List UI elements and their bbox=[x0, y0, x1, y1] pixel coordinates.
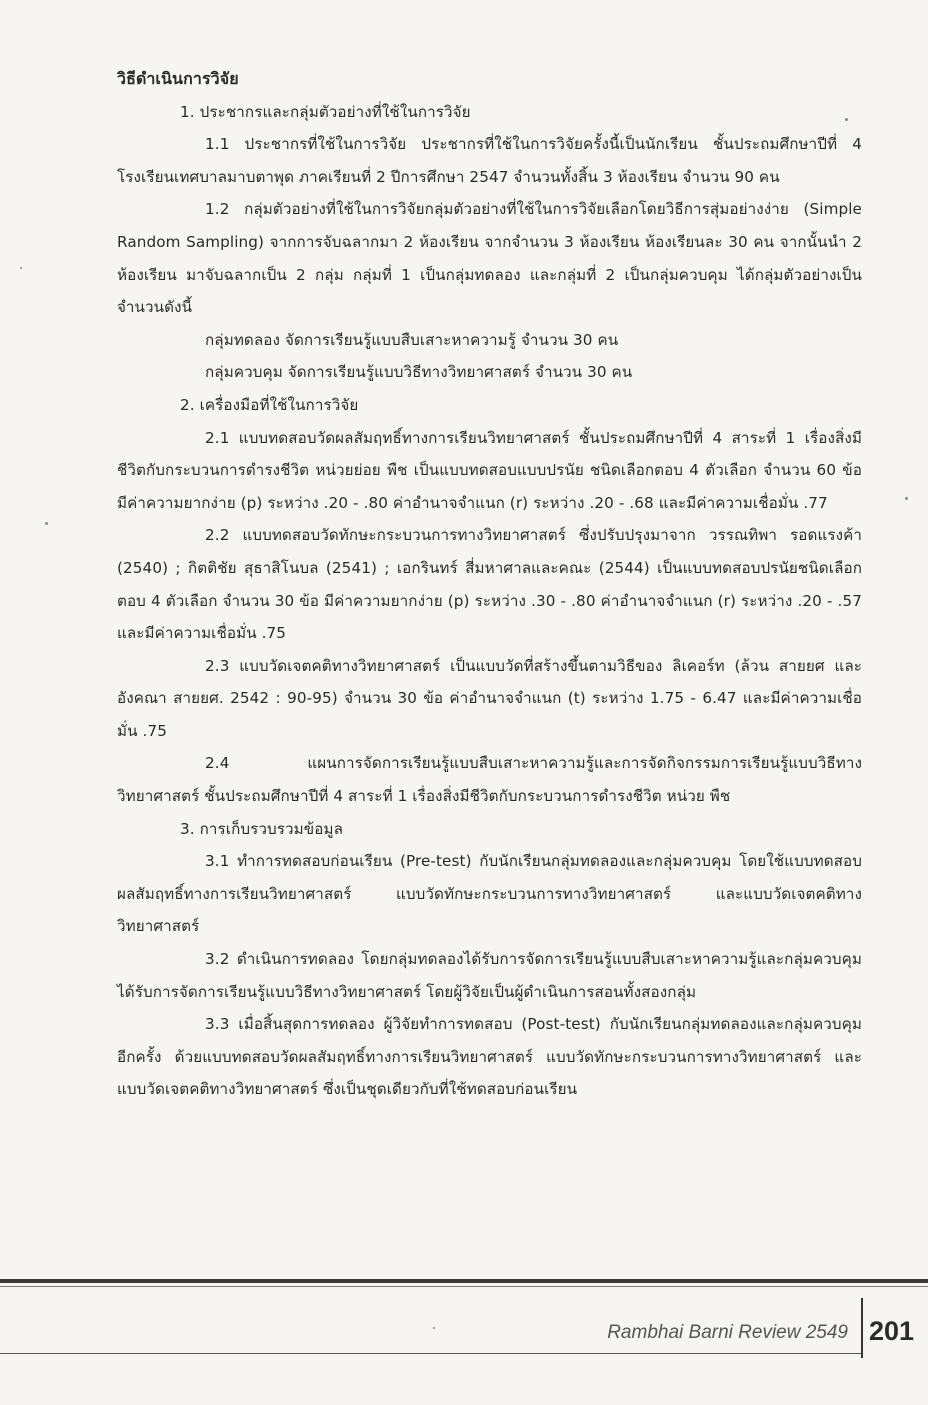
paragraph: 3.1 ทำการทดสอบก่อนเรียน (Pre-test) กับนักเรียนกลุ่มทดลองและกลุ่มควบคุม โดยใช้แบบทดสอบผลสัมฤทธิ์ทางการเรียนวิทยาศาสตร์ แบบวัดทักษะกระบวนการทางวิทยาศาสตร์ และแบบวัดเจตคติทางวิทยาศาสตร์ bbox=[117, 852, 862, 936]
paragraph: 2.2 แบบทดสอบวัดทักษะกระบวนการทางวิทยาศาสตร์ ซึ่งปรับปรุงมาจาก วรรณทิพา รอดแรงค้า (2540) ; กิตติชัย สุธาสิโนบล (2541) ; เอกรินทร์ สี่มหาศาลและคณะ (2544) เป็นแบบทดสอบปรนัยชนิดเลือกตอบ 4 ตัวเลือก จำนวน 30 ข้อ มีค่าความยากง่าย (p) ระหว่าง .30 - .80 ค่าอำนาจจำแนก (r) ระหว่าง .20 - .57 และมีค่าความเชื่อมั่น .75 bbox=[117, 526, 862, 643]
paragraph: 1.1 ประชากรที่ใช้ในการวิจัย ประชากรที่ใช้ในการวิจัยครั้งนี้เป็นนักเรียน ชั้นประถมศึกษาปีที่ 4 โรงเรียนเทศบาลมาบตาพุด ภาคเรียนที่ 2 ปีการศึกษา 2547 จำนวนทั้งสิ้น 3 ห้องเรียน จำนวน 90 คน bbox=[117, 135, 862, 186]
group-line: กลุ่มควบคุม จัดการเรียนรู้แบบวิธีทางวิทยาศาสตร์ จำนวน 30 คน bbox=[205, 363, 633, 382]
scan-speck bbox=[905, 497, 908, 500]
footer-divider bbox=[861, 1298, 863, 1358]
paragraph: 2.3 แบบวัดเจตคติทางวิทยาศาสตร์ เป็นแบบวัดที่สร้างขึ้นตามวิธีของ ลิเคอร์ท (ล้วน สายยศ และอังคณา สายยศ. 2542 : 90-95) จำนวน 30 ข้อ ค่าอำนาจจำแนก (t) ระหว่าง 1.75 - 6.47 และมีค่าความเชื่อมั่น .75 bbox=[117, 656, 862, 740]
scan-speck bbox=[433, 1327, 435, 1329]
subheading: 2. เครื่องมือที่ใช้ในการวิจัย bbox=[180, 395, 359, 414]
section-title: วิธีดำเนินการวิจัย bbox=[117, 69, 239, 88]
subheading: 3. การเก็บรวบรวมข้อมูล bbox=[180, 819, 343, 838]
journal-name: Rambhai Barni Review 2549 bbox=[607, 1322, 848, 1343]
footer-rule bbox=[0, 1279, 928, 1283]
paragraph: 3.2 ดำเนินการทดลอง โดยกลุ่มทดลองได้รับการจัดการเรียนรู้แบบสืบเสาะหาความรู้และกลุ่มควบคุมได้รับการจัดการเรียนรู้แบบวิธีทางวิทยาศาสตร์ โดยผู้วิจัยเป็นผู้ดำเนินการสอนทั้งสองกลุ่ม bbox=[117, 950, 862, 1001]
scan-speck bbox=[20, 267, 22, 269]
paragraph: 3.3 เมื่อสิ้นสุดการทดลอง ผู้วิจัยทำการทดสอบ (Post-test) กับนักเรียนกลุ่มทดลองและกลุ่มควบคุมอีกครั้ง ด้วยแบบทดสอบวัดผลสัมฤทธิ์ทางการเรียนวิทยาศาสตร์ แบบวัดทักษะกระบวนการทางวิทยาศาสตร์ และแบบวัดเจตคติทางวิทยาศาสตร์ ซึ่งเป็นชุดเดียวกับที่ใช้ทดสอบก่อนเรียน bbox=[117, 1015, 862, 1099]
group-line: กลุ่มทดลอง จัดการเรียนรู้แบบสืบเสาะหาความรู้ จำนวน 30 คน bbox=[205, 330, 619, 349]
page-number: 201 bbox=[869, 1316, 915, 1346]
scan-speck bbox=[845, 118, 848, 121]
footer-rule-thin bbox=[0, 1286, 928, 1287]
body-text bbox=[117, 63, 862, 1106]
subheading: 1. ประชากรและกลุ่มตัวอย่างที่ใช้ในการวิจัย bbox=[180, 102, 471, 121]
paragraph: 2.4 แผนการจัดการเรียนรู้แบบสืบเสาะหาความรู้และการจัดกิจกรรมการเรียนรู้แบบวิธีทางวิทยาศาสตร์ ชั้นประถมศึกษาปีที่ 4 สาระที่ 1 เรื่องสิ่งมีชีวิตกับกระบวนการดำรงชีวิต หน่วย พืช bbox=[117, 754, 862, 806]
footer-baseline bbox=[0, 1353, 862, 1354]
paragraph: 1.2 กลุ่มตัวอย่างที่ใช้ในการวิจัยกลุ่มตัวอย่างที่ใช้ในการวิจัยเลือกโดยวิธีการสุ่มอย่างง่าย (Simple Random Sampling) จากการจับฉลากมา 2 ห้องเรียน จากจำนวน 3 ห้องเรียน ห้องเรียนละ 30 คน จากนั้นนำ 2 ห้องเรียน มาจับฉลากเป็น 2 กลุ่ม กลุ่มที่ 1 เป็นกลุ่มทดลอง และกลุ่มที่ 2 เป็นกลุ่มควบคุม ได้กลุ่มตัวอย่างเป็นจำนวนดังนี้ bbox=[117, 200, 862, 317]
scan-speck bbox=[45, 522, 48, 525]
paragraph: 2.1 แบบทดสอบวัดผลสัมฤทธิ์ทางการเรียนวิทยาศาสตร์ ชั้นประถมศึกษาปีที่ 4 สาระที่ 1 เรื่องสิ่งมีชีวิตกับกระบวนการดำรงชีวิต หน่วยย่อย พืช เป็นแบบทดสอบแบบปรนัย ชนิดเลือกตอบ 4 ตัวเลือก จำนวน 60 ข้อ มีค่าความยากง่าย (p) ระหว่าง .20 - .80 ค่าอำนาจจำแนก (r) ระหว่าง .20 - .68 และมีค่าความเชื่อมั่น .77 bbox=[117, 428, 862, 512]
